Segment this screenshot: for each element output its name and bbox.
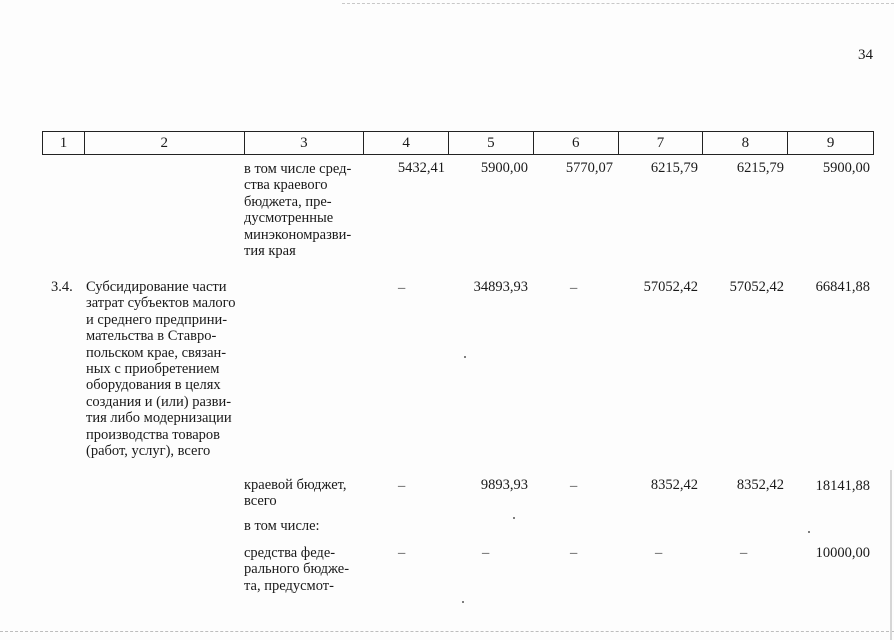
header-cell-3: 3: [245, 132, 365, 154]
table-cell-value: 5900,00: [822, 160, 870, 176]
table-cell-dash: –: [655, 545, 663, 561]
table-cell-value: 57052,42: [643, 279, 698, 295]
table-cell-dash: –: [570, 280, 578, 296]
header-cell-6: 6: [534, 132, 619, 154]
table-cell-value: 57052,42: [729, 279, 784, 295]
table-cell-dash: –: [482, 545, 490, 561]
table-header-row: [42, 131, 874, 155]
header-cell-5: 5: [449, 132, 534, 154]
table-cell-dash: –: [570, 545, 578, 561]
header-cell-4: 4: [364, 132, 449, 154]
scan-speck: [464, 356, 466, 358]
table-cell-dash: –: [398, 478, 406, 494]
table-cell-dash: –: [398, 545, 406, 561]
table-cell-value: 8352,42: [650, 477, 698, 493]
row-including-label: в том числе:: [244, 518, 320, 534]
table-cell-value: 6215,79: [736, 160, 784, 176]
table-cell-value: 34893,93: [473, 279, 528, 295]
row-funding-source-label: в том числе сред- ства краевого бюджета, пре- дусмотренные минэкономразви- тия края: [244, 161, 352, 260]
scan-edge-right: [890, 470, 892, 640]
table-cell-value: 18141,88: [815, 478, 870, 494]
scan-speck: [462, 601, 464, 603]
row-item-description: Субсидирование части затрат субъектов малого и среднего предприни- мательства в Ставро- польском крае, связан- ных с приобретением оборудования в целях создания и (или) разви- тия либо модернизации производства товаров (работ, услуг), всего: [86, 279, 236, 460]
table-cell-value: 66841,88: [815, 279, 870, 295]
header-cell-8: 8: [703, 132, 788, 154]
table-cell-value: 10000,00: [815, 545, 870, 561]
table-cell-dash: –: [570, 478, 578, 494]
row-regional-budget-label: краевой бюджет, всего: [244, 477, 347, 510]
table-cell-value: 5432,41: [397, 160, 445, 176]
scan-speck: [513, 517, 515, 519]
scan-edge-bottom: [0, 631, 894, 632]
scan-edge-top: [342, 3, 894, 4]
table-cell-value: 5770,07: [565, 160, 613, 176]
table-cell-value: 9893,93: [480, 477, 528, 493]
header-cell-7: 7: [619, 132, 704, 154]
table-cell-value: 8352,42: [736, 477, 784, 493]
header-cell-2: 2: [85, 132, 245, 154]
header-cell-1: 1: [43, 132, 85, 154]
table-cell-value: 5900,00: [480, 160, 528, 176]
table-cell-value: 6215,79: [650, 160, 698, 176]
page-number: 34: [858, 47, 873, 63]
row-federal-funds-label: средства феде- рального бюдже- та, предусмот-: [244, 545, 350, 594]
scan-speck: [808, 531, 810, 533]
row-item-number: 3.4.: [51, 279, 73, 295]
table-cell-dash: –: [740, 545, 748, 561]
table-cell-dash: –: [398, 280, 406, 296]
header-cell-9: 9: [826, 134, 835, 151]
